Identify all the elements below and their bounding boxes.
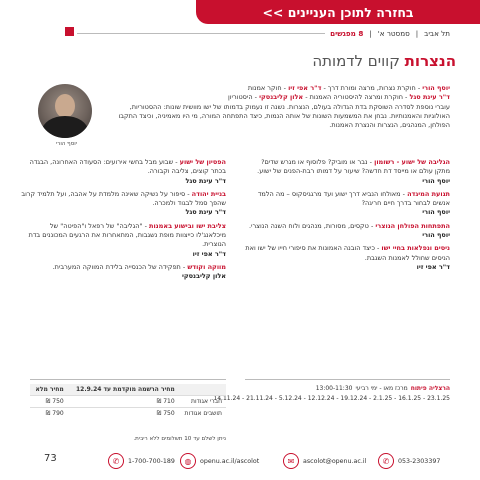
lecture-title: הגליבה של ישוע - רשומון bbox=[374, 158, 450, 166]
portrait-face bbox=[55, 94, 75, 118]
schedule bbox=[213, 384, 450, 404]
breadcrumb-lessons: 8 מפגשים bbox=[330, 29, 364, 38]
lecture-text: - תפקידה של הכנסייה בלידת המווקה המערבית. bbox=[52, 262, 186, 271]
page-number: 73 bbox=[44, 453, 57, 464]
price-cell: 750 ₪ bbox=[68, 408, 179, 420]
lecture-item bbox=[21, 158, 226, 186]
schedule-day: מרכז מאו - ימי רביעי bbox=[355, 385, 408, 392]
lecture-item bbox=[21, 222, 226, 259]
website-url: openu.ac.il/ascolot bbox=[200, 457, 260, 465]
lecturers-line-1 bbox=[88, 84, 450, 93]
table-row bbox=[30, 408, 226, 420]
course-intro bbox=[88, 84, 450, 130]
accent-square bbox=[65, 27, 74, 36]
lecture-lecturer: ד"ר עינת סגל bbox=[185, 176, 226, 185]
price-header-cell: מחיר מלא bbox=[30, 384, 68, 396]
intro-text-line: הפולחן, המנהגים, הנצרות והנצרת האמנות. bbox=[329, 121, 450, 130]
lecturer-role: - חוקר אמנות bbox=[247, 84, 286, 92]
price-cell: חברי אגודות bbox=[179, 396, 226, 408]
lecturer-role: - היסטוריון bbox=[228, 93, 257, 102]
breadcrumb-divider bbox=[77, 33, 325, 34]
phone-icon: ✆ bbox=[108, 453, 124, 469]
intro-text-line: האולוגיות והאמנותיות. נבחן את המשמעות השונות של אותה הנמות, כיצד התפתחה המורה, מי היו מאמיניה, וכיצד התקבו bbox=[118, 111, 450, 120]
email-address: ascolot@openu.ac.il bbox=[303, 457, 367, 465]
lecture-text: - כיצד הובנה האמונות את סיפורי חייו של ישו ואת הניסים שחולל לאמנות השגבת. bbox=[245, 244, 450, 262]
breadcrumb bbox=[330, 29, 450, 38]
lecture-lecturer: ד"ר עינת סגל bbox=[185, 208, 226, 217]
price-header-cell: מחיר הרשמה מוקדמת עד 12.9.24 bbox=[68, 384, 179, 396]
breadcrumb-term: סמסטר א' bbox=[377, 29, 410, 38]
lecture-title: התפתחות הפולחן הנוצרי bbox=[375, 221, 450, 230]
lecture-title: ניסים ונפלאות בחיי ישו bbox=[381, 244, 450, 253]
envelope-icon: ✉ bbox=[283, 453, 299, 469]
intro-text-line: עוברי נוספת לסדרה השוסקת בדת הגדולה בעולם, הנצרות. נשנה זו נעמוק בדמותו של ישו מוושית שונות: ההסטוריות, bbox=[129, 102, 450, 111]
lecturer-name: יוסף הורי bbox=[422, 84, 450, 92]
lecture-text: - "הגליבה" של רפאל ו"הפיטה" של מיכלאנג'לו כייצוות מופת נשגבות, המתאחרות את הרגעים המכוננים בדת הנוצרית. bbox=[28, 221, 226, 249]
lecturer-role: - חוקרת ומרצה להיסטוריה האמנות - bbox=[305, 93, 408, 102]
breadcrumb-city: תל אביב bbox=[424, 29, 450, 38]
price-cell: תושבים אגודות bbox=[179, 408, 226, 420]
schedule-dates: 23.1.25 - 16.1.25 - 2.1.25 - 19.12.24 - 12.12.24 - 5.12.24 - 21.11.24 - 14.11.24 bbox=[213, 395, 450, 402]
lecture-lecturer: יוסף הורי bbox=[422, 208, 450, 217]
price-divider bbox=[30, 379, 226, 380]
portrait-caption: יוסף הורי bbox=[56, 141, 77, 147]
title-rest: קווים לדמותה bbox=[312, 52, 400, 70]
lecture-title: בניית יהודה bbox=[191, 189, 226, 198]
price-cell: 710 ₪ bbox=[68, 396, 179, 408]
email-link[interactable] bbox=[283, 453, 366, 469]
lecture-item bbox=[245, 190, 450, 218]
lectures-column-left bbox=[21, 158, 226, 286]
lecture-item bbox=[245, 244, 450, 272]
website-link[interactable] bbox=[180, 453, 259, 469]
title-strong: הנצרות bbox=[404, 52, 456, 70]
page-title bbox=[312, 52, 456, 70]
payment-note: ניתן לשלם עד 10 תשלומים ללא ריבית. bbox=[133, 436, 226, 442]
price-table bbox=[30, 384, 226, 419]
back-to-contents-button[interactable] bbox=[196, 0, 480, 24]
lecture-text: - שבוע מבל בחשי אירועים: הסעודה האחרונה, הבגדה בכתר קוצים, צליבה וקבורה. bbox=[29, 158, 226, 176]
lecture-lecturer: יוסף הורי bbox=[422, 176, 450, 185]
price-cell: 750 ₪ bbox=[30, 396, 68, 408]
portrait-shoulders bbox=[42, 116, 88, 138]
lecture-lecturer: אלון קליבנסקי bbox=[181, 272, 226, 281]
table-row bbox=[30, 396, 226, 408]
lecturer-portrait bbox=[38, 84, 92, 138]
price-header-cell bbox=[179, 384, 226, 396]
lecture-title: תנועת המיגדה bbox=[407, 189, 450, 198]
phone-link[interactable] bbox=[108, 453, 175, 469]
lectures-column-right bbox=[245, 158, 450, 276]
lecture-title: הפסיון של ישוע bbox=[179, 158, 226, 166]
lecture-item bbox=[21, 263, 226, 282]
phone-number: 1-700-700-189 bbox=[128, 457, 175, 465]
schedule-when bbox=[245, 384, 450, 394]
lecture-item bbox=[21, 190, 226, 218]
price-table-header bbox=[30, 384, 226, 396]
lecture-text: - סיפור על נשיקה שאינה מלמדת על אהבה, ועל תלמיד קרוב שהפך סמל לבגוד ולמכרה. bbox=[21, 189, 226, 208]
back-to-contents-label: בחזרה לתוכן העניינים >> bbox=[262, 4, 414, 20]
lecturer-name: אלון קליבנסקי bbox=[259, 93, 304, 102]
schedule-time: 13:00-11:30 bbox=[315, 385, 353, 392]
lecturer-name: ד"ר אפי זיו bbox=[288, 84, 322, 92]
lecture-title: צליבת ישו ובישוע באמנות bbox=[149, 221, 226, 230]
globe-icon: ◍ bbox=[180, 453, 196, 469]
lecturer-name: ד"ר עינת סגל bbox=[409, 93, 450, 102]
schedule-divider bbox=[245, 379, 450, 380]
lecturers-line-2 bbox=[88, 93, 450, 102]
lecture-lecturer: יוסף הורי bbox=[422, 231, 450, 240]
breadcrumb-separator: | bbox=[369, 29, 372, 38]
schedule-location: הרצליה פיתוח bbox=[410, 385, 450, 392]
lecture-lecturer: ד"ר אפי זיו bbox=[192, 249, 226, 258]
lecture-text: - מאולחו הנביא דרך ישוע ועד מרגגיסקוס – מה הלמד אנשים לבחור בדרך חיים חריגה? bbox=[257, 189, 450, 208]
lecture-text: - טקסים, מסורות, מנהגים ולוח השנה הנוצרי. bbox=[248, 221, 374, 230]
lecture-title: מווקה וקודש bbox=[187, 262, 226, 271]
mobile-phone-icon: ✆ bbox=[378, 453, 394, 469]
lecturer-role: - חוקרת נצרות, מרצה ומורת דרך - bbox=[323, 84, 421, 92]
mobile-number: 053-2303397 bbox=[398, 457, 441, 465]
lecture-item bbox=[245, 158, 450, 186]
mobile-link[interactable] bbox=[378, 453, 440, 469]
lecture-item bbox=[245, 222, 450, 241]
footer bbox=[0, 447, 480, 480]
price-cell: 790 ₪ bbox=[30, 408, 68, 420]
breadcrumb-separator: | bbox=[415, 29, 419, 38]
lecture-text: - נבר או מוביק? פלוסוף או מגרש שדים? מתקן עולם או מייסד דת חדשה? שיעור על דמותו רבת-הפנים של ישוע. bbox=[257, 158, 450, 176]
lecture-lecturer: ד"ר אפי זיו bbox=[416, 262, 450, 271]
